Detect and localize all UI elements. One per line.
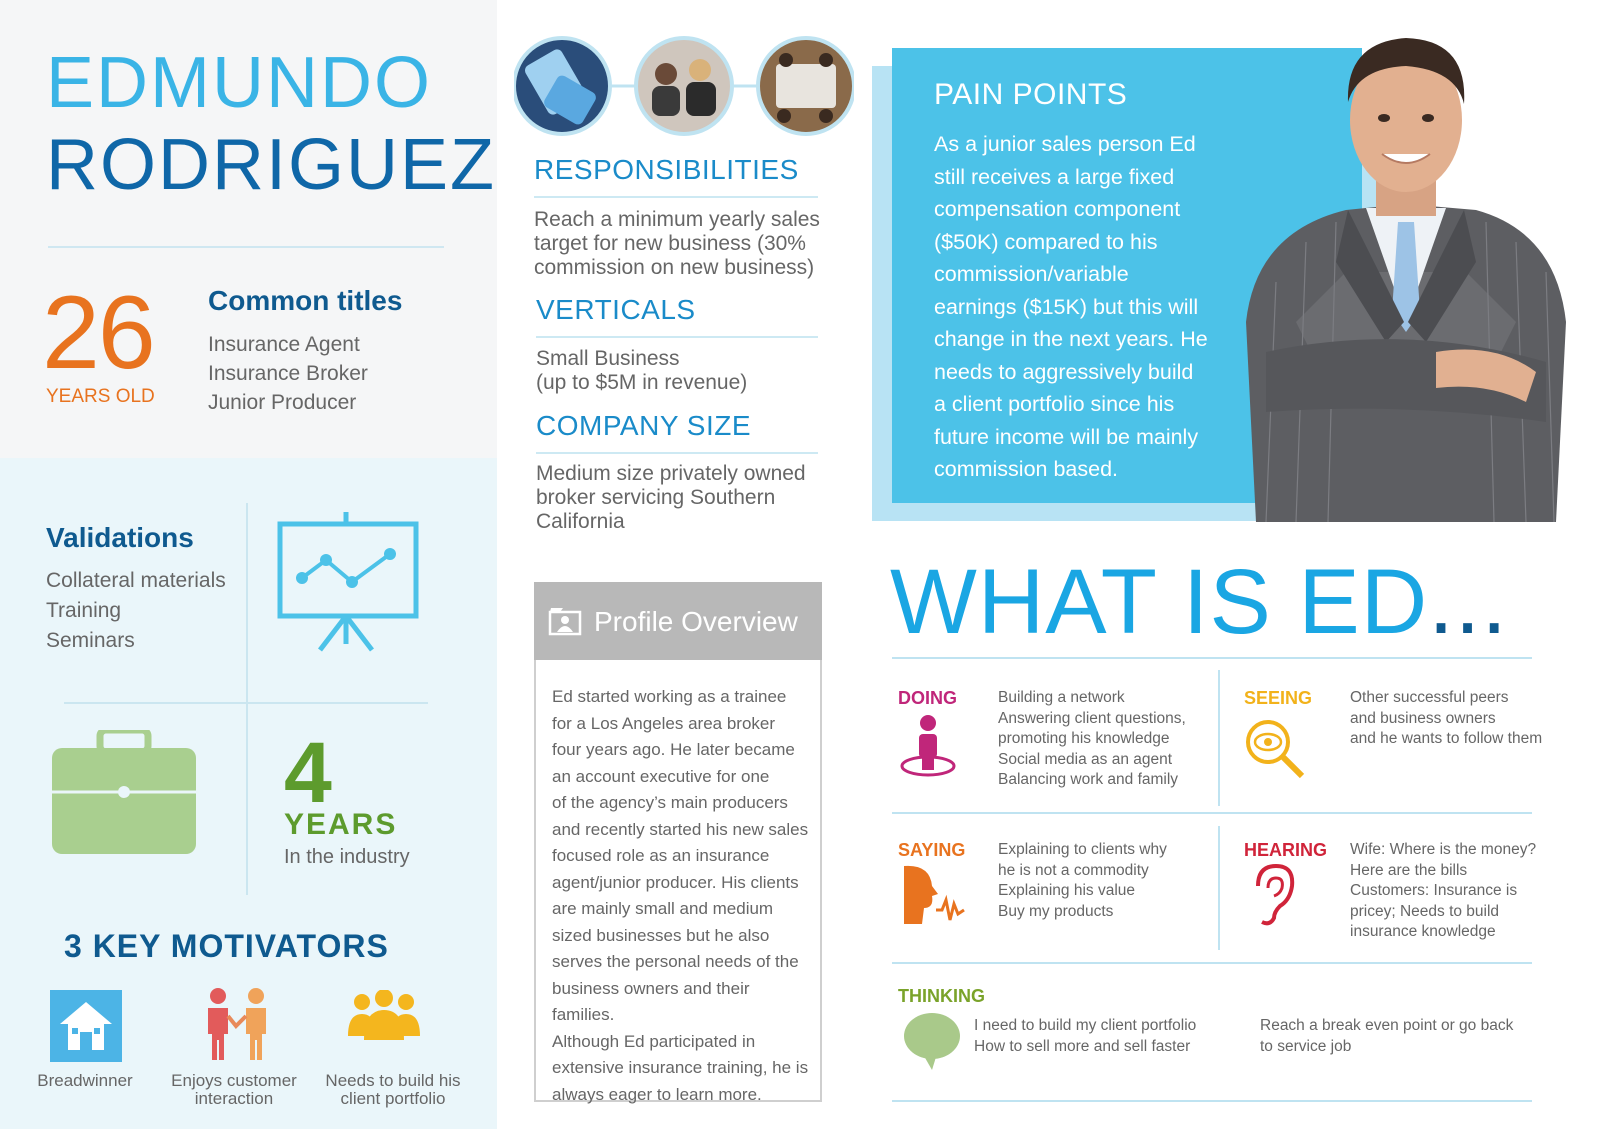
doing-label: DOING xyxy=(898,688,958,708)
speech-bubble-icon xyxy=(902,1010,962,1070)
verticals-heading: VERTICALS xyxy=(536,294,696,325)
profile-card-icon xyxy=(548,606,582,636)
validation-item: Training xyxy=(46,599,122,622)
company-size-text: Medium size privately owned broker servicing Southern California xyxy=(536,462,806,533)
divider xyxy=(64,702,428,704)
speaking-head-icon xyxy=(900,864,966,926)
divider xyxy=(536,336,818,338)
divider xyxy=(534,196,818,198)
validation-item: Collateral materials xyxy=(46,569,226,592)
motivator-breadwinner: Breadwinner xyxy=(37,1071,133,1090)
responsibilities-heading: RESPONSIBILITIES xyxy=(534,154,799,185)
divider xyxy=(892,657,1532,659)
divider xyxy=(892,1100,1532,1102)
pain-points-text: As a junior sales person Ed still receives a large fixed compensation component ($50K) compared to his commission/variable earnings ($15K) but this will change in the next years. He needs to aggressively build a client portfolio since his future income will be mainly commission based. xyxy=(934,132,1208,481)
title-item: Junior Producer xyxy=(208,391,357,414)
divider xyxy=(48,246,444,248)
age-label: YEARS OLD xyxy=(46,386,155,407)
profile-overview-text: Ed started working as a trainee for a Los Angeles area broker four years ago. He later became an account executive for one of the agency’s main producers and recently started his new sales focused role as an insurance agent/junior producer. His clients are mainly small and medium sized businesses but he also serves the personal needs of the business owners and their families. Although Ed participated in extensive insurance training, he is always eager to learn more. xyxy=(552,687,809,1104)
seeing-text: Other successful peers and business owners and he wants to follow them xyxy=(1350,689,1543,747)
thinking-text-b: Reach a break even point or go back to service job xyxy=(1260,1017,1514,1055)
hearing-label: HEARING xyxy=(1244,840,1328,860)
thinking-label: THINKING xyxy=(898,986,985,1006)
divider xyxy=(246,503,248,895)
validations-heading: Validations xyxy=(46,522,194,553)
title-item: Insurance Agent xyxy=(208,333,360,356)
doing-text: Building a network Answering client questions, promoting his knowledge Social media as an agent Balancing work and family xyxy=(998,689,1186,788)
photo-strip xyxy=(514,34,854,138)
presentation-chart-icon xyxy=(276,512,424,656)
divider xyxy=(892,812,1532,814)
verticals-text: Small Business (up to $5M in revenue) xyxy=(536,347,748,394)
experience-unit: YEARS xyxy=(284,808,398,841)
saying-text: Explaining to clients why he is not a commodity Explaining his value Buy my products xyxy=(998,841,1167,920)
handshake-icon xyxy=(200,988,272,1062)
motivators-heading: 3 KEY MOTIVATORS xyxy=(64,928,389,964)
first-name: EDMUNDO xyxy=(46,43,432,123)
age-value: 26 xyxy=(42,275,154,391)
validation-item: Seminars xyxy=(46,629,135,652)
company-size-heading: COMPANY SIZE xyxy=(536,410,752,441)
title-item: Insurance Broker xyxy=(208,362,368,385)
saying-label: SAYING xyxy=(898,840,966,860)
what-is-ed-heading: WHAT IS ED... xyxy=(890,551,1508,653)
divider xyxy=(536,452,818,454)
group-icon xyxy=(348,990,420,1046)
house-icon xyxy=(50,990,122,1062)
pain-points-heading: PAIN POINTS xyxy=(934,78,1128,111)
magnifier-eye-icon xyxy=(1244,718,1306,780)
experience-number: 4 xyxy=(284,725,332,821)
person-target-icon xyxy=(898,714,958,778)
divider xyxy=(892,962,1532,964)
experience-sub: In the industry xyxy=(284,846,410,868)
hearing-text: Wife: Where is the money? Here are the bills Customers: Insurance is pricey; Needs to build insurance knowledge xyxy=(1350,841,1537,940)
thinking-text-a: I need to build my client portfolio How to sell more and sell faster xyxy=(974,1017,1197,1055)
motivator-customer-interaction: Enjoys customer interaction xyxy=(171,1071,297,1108)
persona-portrait xyxy=(1236,22,1572,522)
divider xyxy=(1218,826,1220,950)
ear-icon xyxy=(1250,864,1296,926)
last-name: RODRIGUEZ xyxy=(46,125,496,205)
common-titles-heading: Common titles xyxy=(208,285,403,316)
responsibilities-text: Reach a minimum yearly sales target for new business (30% commission on new business) xyxy=(534,208,820,279)
motivator-client-portfolio: Needs to build his client portfolio xyxy=(325,1071,461,1108)
briefcase-icon xyxy=(52,730,196,854)
validations-list xyxy=(46,566,226,656)
seeing-label: SEEING xyxy=(1244,688,1313,708)
divider xyxy=(1218,670,1220,806)
common-titles-list xyxy=(208,330,368,417)
profile-overview-title: Profile Overview xyxy=(594,606,798,637)
